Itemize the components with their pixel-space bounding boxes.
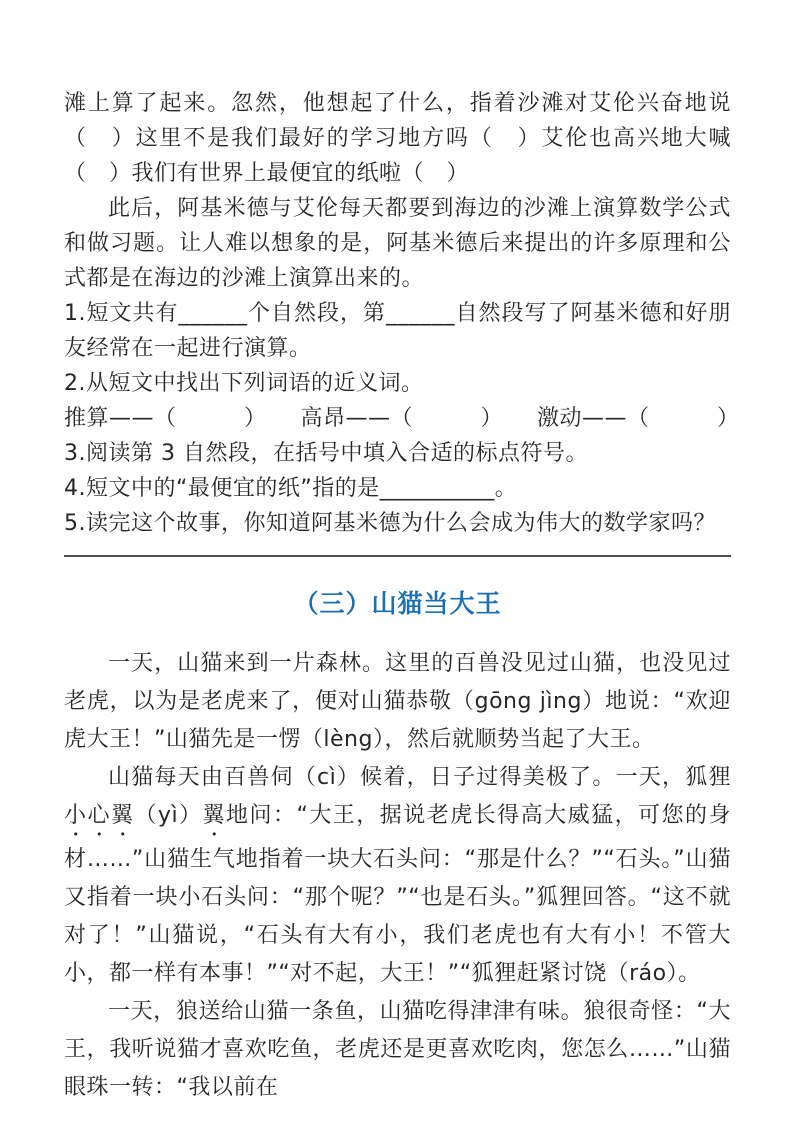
pinyin-annotation: （yì） — [134, 803, 203, 828]
story-paragraph-1: 一天，山猫来到一片森林。这里的百兽没见过山猫，也没见过老虎，以为是老虎来了，便对山猫恭敬（gōng jìng）地说：“欢迎虎大王！”山猫先是一愣（lèng），然后就顺势当起了大王。 — [64, 651, 731, 752]
passage-continuation-paragraph: 滩上算了起来。忽然，他想起了什么，指着沙滩对艾伦兴奋地说（ ）这里不是我们最好的学习地方吗（ ）艾伦也高兴地大喊（ ）我们有世界上最便宜的纸啦（ ） — [64, 91, 731, 186]
question-2: 2.从短文中找出下列词语的近义词。 — [64, 371, 424, 396]
question-2-synonym-row: 推算——（ ） 高昂——（ ） 激动——（ ） — [64, 406, 740, 431]
passage-archimedes-section — [64, 86, 740, 541]
story-paragraph-2 — [64, 759, 731, 993]
page-content — [64, 86, 740, 1107]
story-paragraph-2-pre: 山猫每天由百兽伺（cì）候着，日子过得美极了。一天，狐狸 — [108, 765, 731, 790]
question-3: 3.阅读第 3 自然段，在括号中填入合适的标点符号。 — [64, 441, 588, 466]
question-4: 4.短文中的“最便宜的纸”指的是__________。 — [64, 476, 518, 501]
story-paragraph-3: 一天，狼送给山猫一条鱼，山猫吃得津津有味。狼很奇怪：“大王，我听说猫才喜欢吃鱼，老虎还是更喜欢吃肉，您怎么……”山猫眼珠一转：“我以前在 — [64, 999, 731, 1100]
emphasized-text: 小心翼 — [64, 803, 135, 828]
question-1: 1.短文共有______个自然段，第______自然段写了阿基米德和好朋友经常在一起进行演算。 — [64, 301, 731, 361]
story-paragraph-2-post: 地问：“大王，据说老虎长得高大威猛，可您的身材……”山猫生气地指着一块大石头问：“那是什么？”“石头。”山猫又指着一块小石头问：“那个呢？”“也是石头。”狐狸回答。“这不就对了！”山猫说，“石头有大有小，我们老虎也有大有小！不管大小，都一样有本事！”“对不起，大王！”“狐狸赶紧讨饶（ráo）。 — [64, 803, 731, 986]
emphasized-text: 翼 — [202, 803, 227, 828]
passage-title: （三）山猫当大王 — [293, 589, 502, 618]
passage-body-paragraph: 此后，阿基米德与艾伦每天都要到海边的沙滩上演算数学公式和做习题。让人难以想象的是，阿基米德后来提出的许多原理和公式都是在海边的沙滩上演算出来的。 — [64, 196, 731, 291]
section-divider — [64, 555, 731, 557]
question-5: 5.读完这个故事，你知道阿基米德为什么会成为伟大的数学家吗？ — [64, 511, 716, 536]
passage-wildcat-section — [64, 645, 731, 1107]
